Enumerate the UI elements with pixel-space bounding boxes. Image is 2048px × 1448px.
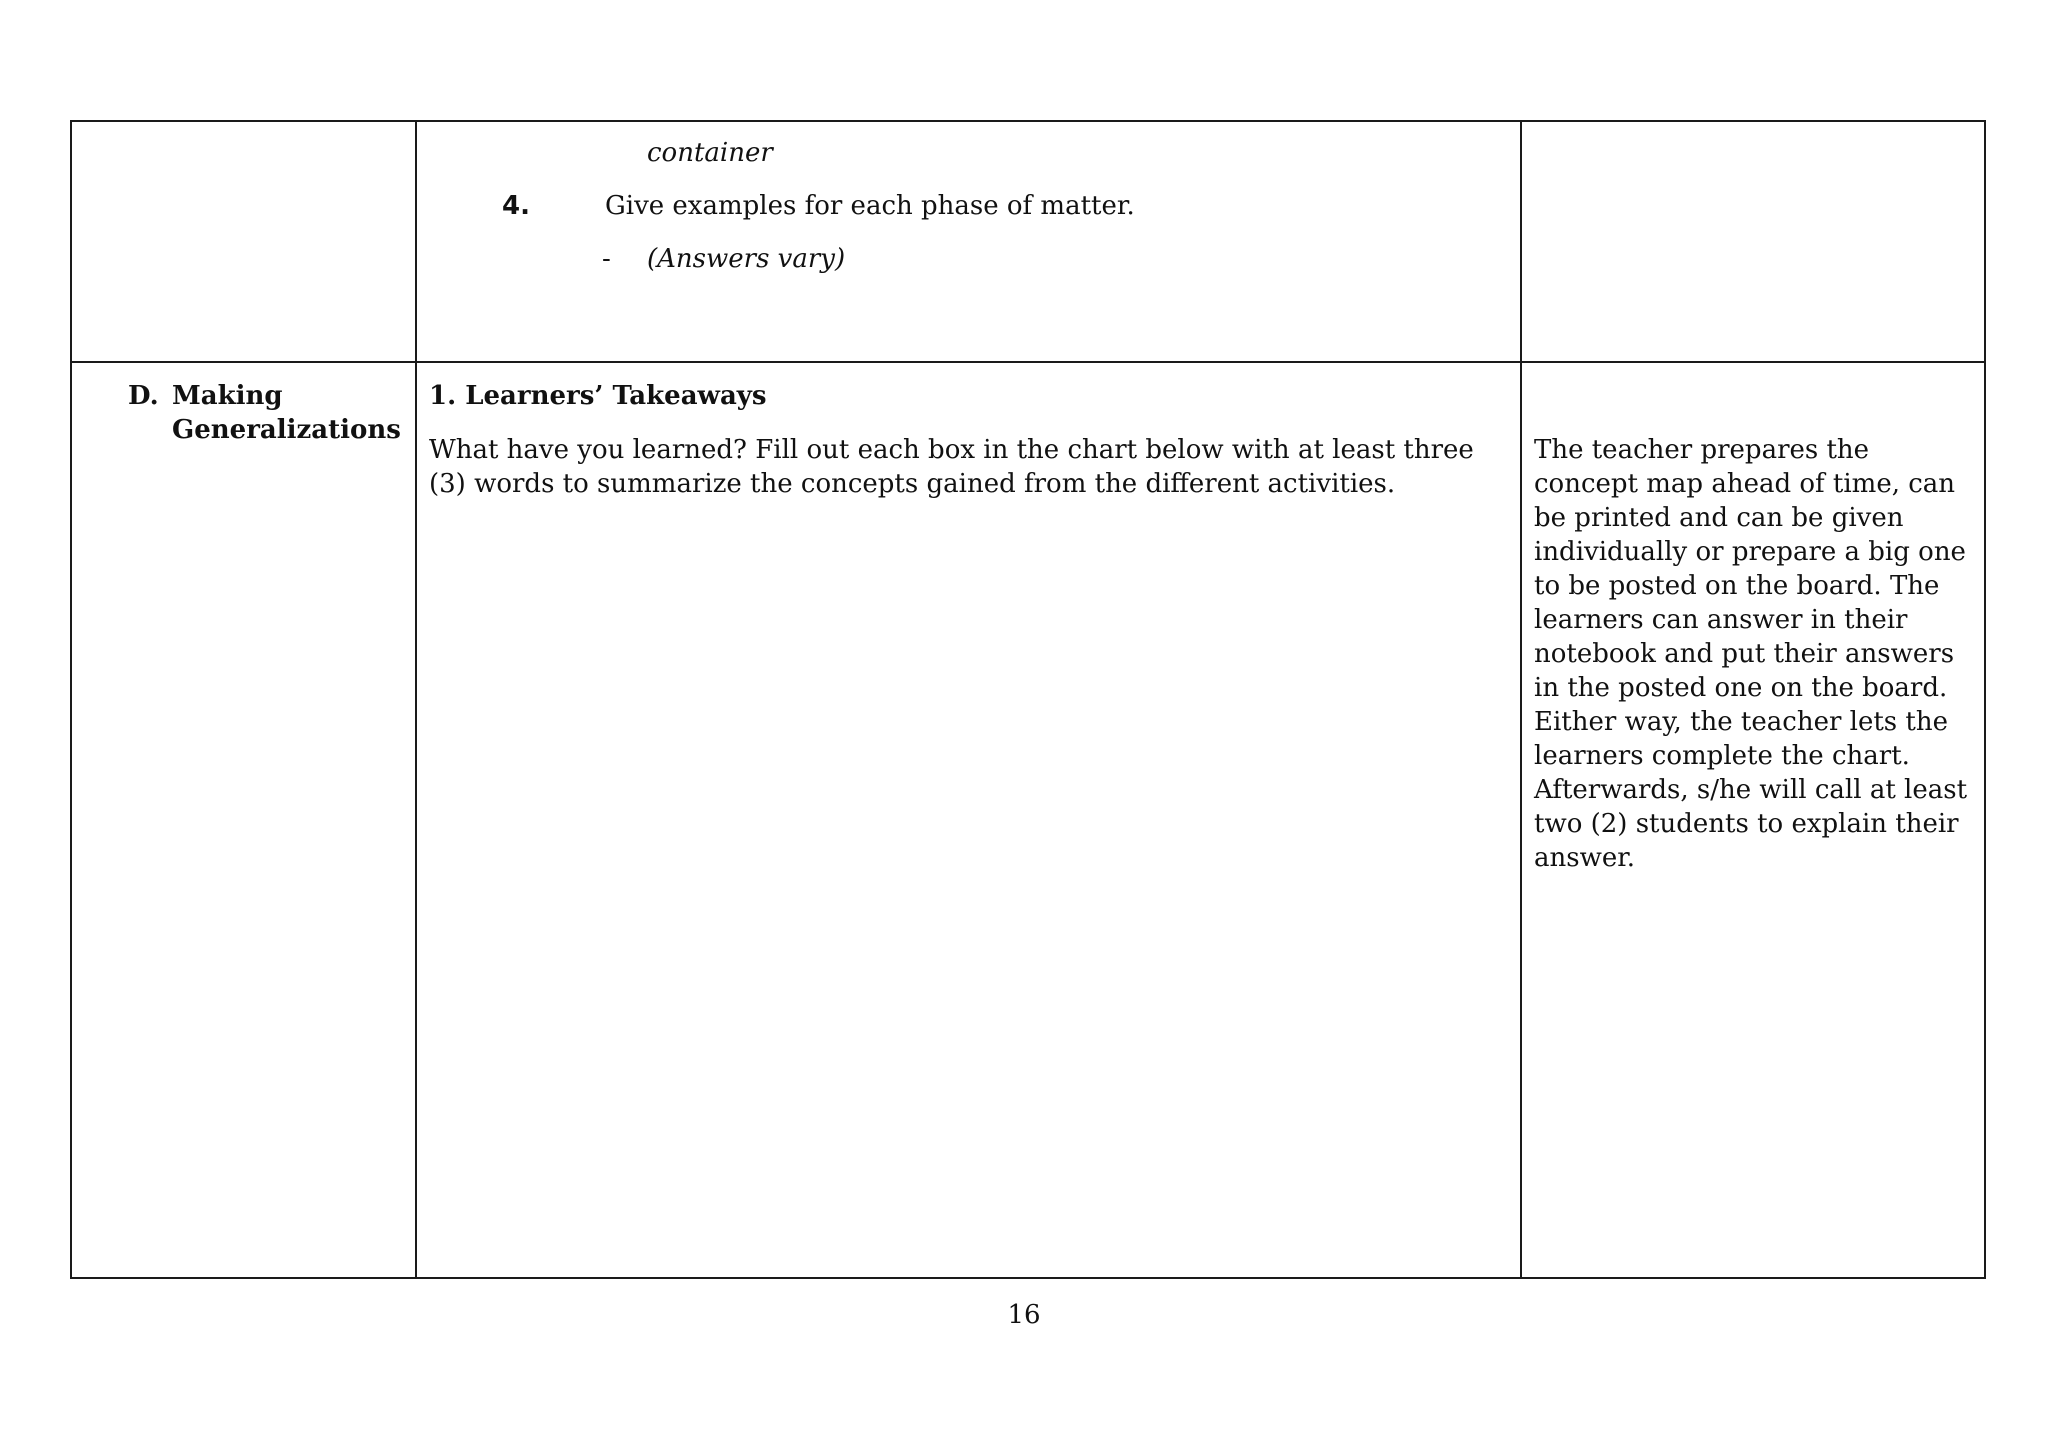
teacher-notes: The teacher prepares the concept map ahead of time, can be printed and can be given individually or prepare a big one to be posted on the board. The learners can answer in their notebook and put their answers in the posted one on the board. Either way, the teacher lets the learners complete the chart. Afterwards, s/he will call at least two (2) students to explain their answer. xyxy=(1534,435,1968,873)
notes-cell xyxy=(1521,362,1985,1278)
question-number: 4. xyxy=(502,191,530,221)
item-heading: 1. Learners’ Takeaways xyxy=(429,381,767,411)
item-instructions: What have you learned? Fill out each box in the chart below with at least three (3) words to summarize the concepts gained from the different activities. xyxy=(429,435,1474,499)
section-cell xyxy=(71,121,416,362)
section-title: Making Generalizations xyxy=(172,381,401,445)
content-cell xyxy=(416,121,1521,362)
answer-text: (Answers vary) xyxy=(647,244,846,274)
content-cell xyxy=(416,362,1521,1278)
continued-text: container xyxy=(647,138,773,168)
table-row xyxy=(71,121,1985,362)
section-letter: D. xyxy=(128,381,159,411)
page-number: 16 xyxy=(1007,1300,1041,1330)
question-text: Give examples for each phase of matter. xyxy=(605,191,1135,221)
answer-bullet: - xyxy=(602,244,611,274)
lesson-plan-table xyxy=(70,120,1986,1279)
section-cell xyxy=(71,362,416,1278)
notes-cell xyxy=(1521,121,1985,362)
table-row xyxy=(71,362,1985,1278)
